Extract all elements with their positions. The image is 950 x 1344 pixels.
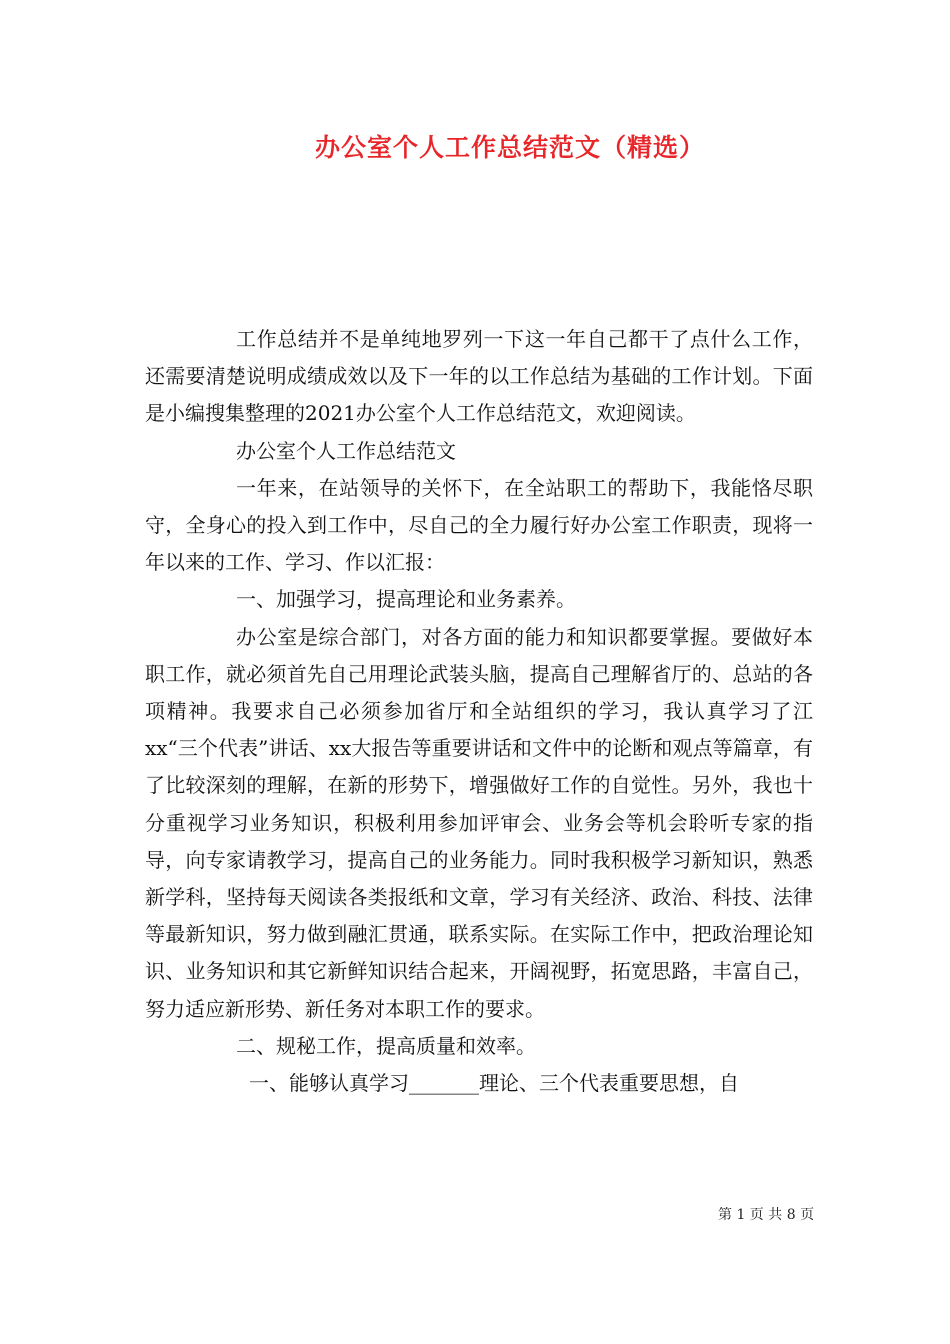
point-two-paragraph: 一、能够认真学习_______理论、三个代表重要思想，自	[249, 1071, 739, 1096]
section-heading: 办公室个人工作总结范文	[236, 438, 456, 463]
document-body	[145, 321, 813, 1102]
point-one-paragraph: 办公室是综合部门，对各方面的能力和知识都要掌握。要做好本职工作，就必须首先自己用理论武装头脑，提高自己理解省厅的、总站的各项精神。我要求自己必须参加省厅和全站组织的学习，我认真学习了江xx“三个代表”讲话、xx大报告等重要讲话和文件中的论断和观点等篇章，有了比较深刻的理解，在新的形势下，增强做好工作的自觉性。另外，我也十分重视学习业务知识，积极利用参加评审会、业务会等机会聆听专家的指导，向专家请教学习，提高自己的业务能力。同时我积极学习新知识，熟悉新学科，坚持每天阅读各类报纸和文章，学习有关经济、政治、科技、法律等最新知识，努力做到融汇贯通，联系实际。在实际工作中，把政治理论知识、业务知识和其它新鲜知识结合起来，开阔视野，拓宽思路，丰富自己，努力适应新形势、新任务对本职工作的要求。	[145, 624, 813, 1021]
intro-paragraph: 工作总结并不是单纯地罗列一下这一年自己都干了点什么工作，还需要清楚说明成绩成效以及下一年的以工作总结为基础的工作计划。下面是小编搜集整理的2021办公室个人工作总结范文，欢迎阅读。	[145, 327, 813, 426]
point-one-heading: 一、加强学习，提高理论和业务素养。	[236, 587, 576, 612]
document-title: 办公室个人工作总结范文（精选）	[314, 133, 705, 162]
point-two-heading: 二、规秘工作，提高质量和效率。	[236, 1033, 536, 1058]
opening-paragraph: 一年来，在站领导的关怀下，在全站职工的帮助下，我能恪尽职守，全身心的投入到工作中，尽自己的全力履行好办公室工作职责，现将一年以来的工作、学习、作以汇报：	[145, 475, 813, 575]
page-number: 第 1 页 共 8 页	[718, 1207, 815, 1223]
